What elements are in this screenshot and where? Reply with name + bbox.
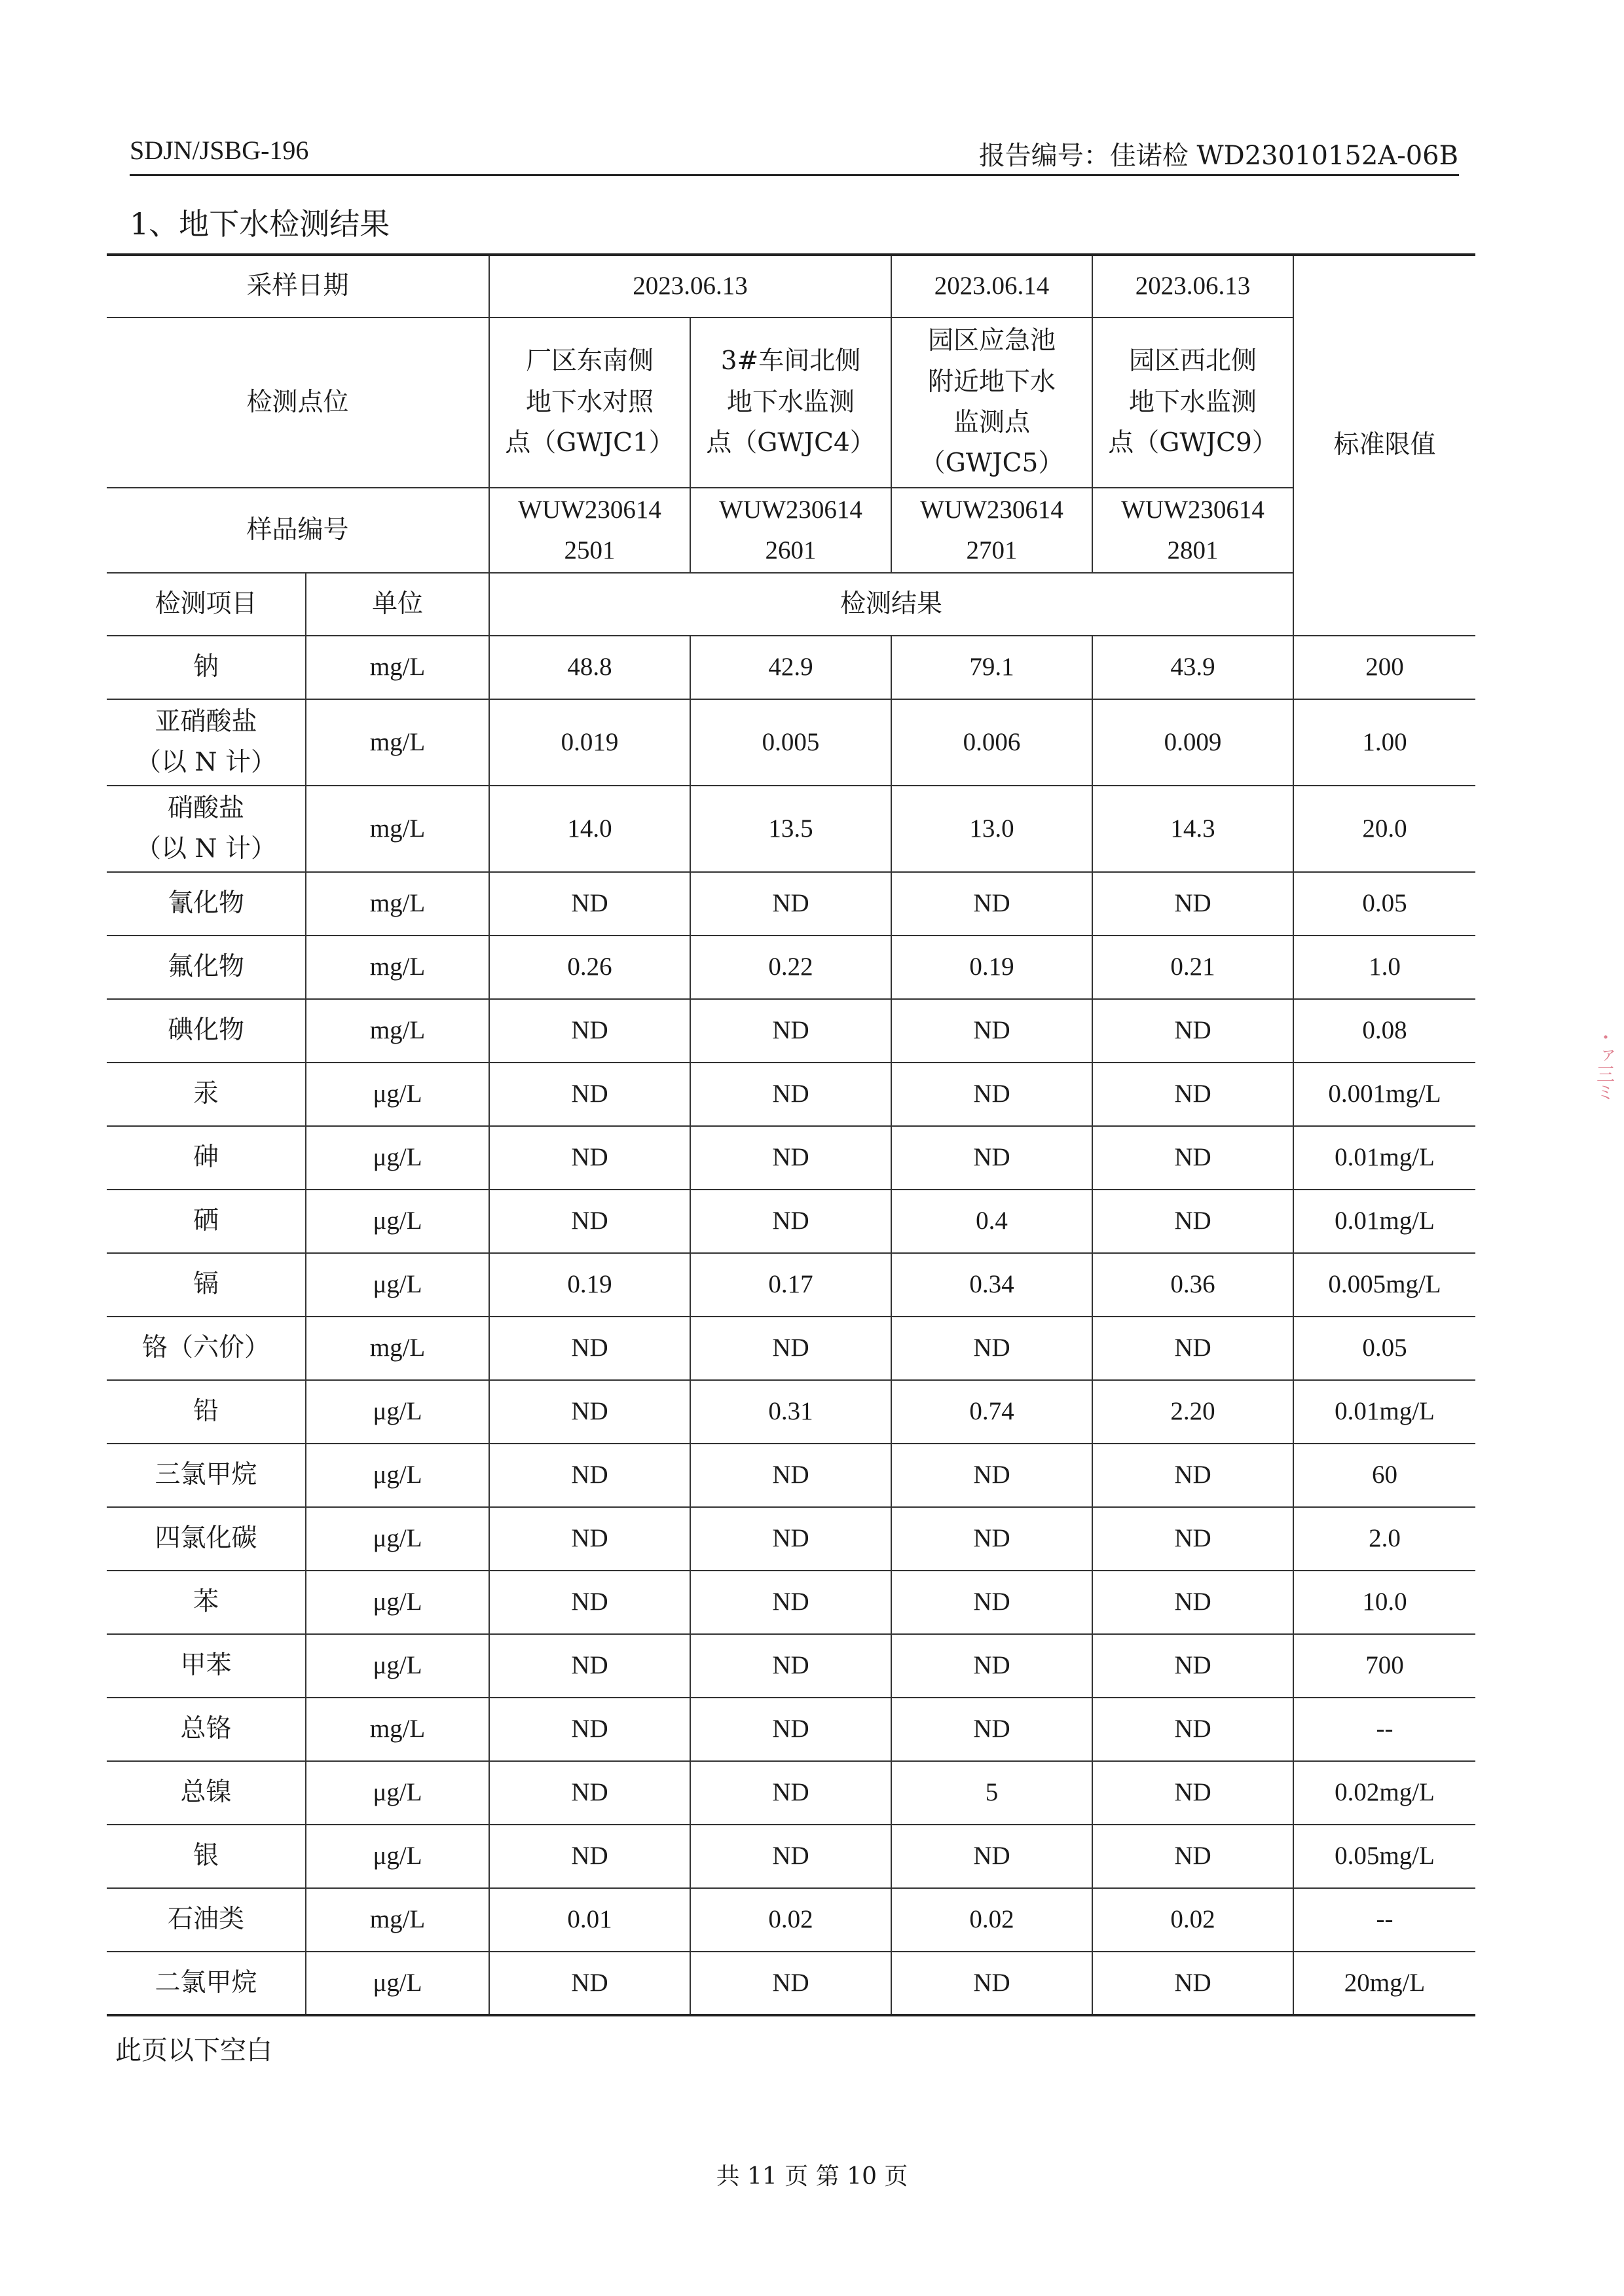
cell-line: （以 N 计） xyxy=(136,748,276,777)
unit-cell: μg/L xyxy=(306,1634,489,1698)
table-row xyxy=(107,1761,1475,1825)
result-cell: 14.3 xyxy=(1092,786,1293,872)
result-cell: ND xyxy=(891,1063,1092,1126)
result-cell: 13.0 xyxy=(891,786,1092,872)
result-cell: 79.1 xyxy=(891,636,1092,699)
item-cell xyxy=(107,1507,306,1571)
sampling-date-row xyxy=(107,255,1475,318)
item-cell xyxy=(107,1317,306,1380)
result-cell: 43.9 xyxy=(1092,636,1293,699)
cell-line: 点（GWJC9） xyxy=(1108,428,1278,458)
standard-limit-cell: 0.05 xyxy=(1293,872,1475,936)
cell-line: 氰化物 xyxy=(167,888,244,919)
unit-cell: μg/L xyxy=(306,1253,489,1317)
result-cell: ND xyxy=(489,1317,690,1380)
standard-limit-cell: 0.005mg/L xyxy=(1293,1253,1475,1317)
cell-line: 碘化物 xyxy=(167,1015,244,1046)
result-cell: 13.5 xyxy=(690,786,891,872)
unit-cell: μg/L xyxy=(306,1380,489,1444)
result-cell: 0.009 xyxy=(1092,699,1293,786)
result-cell: ND xyxy=(489,1190,690,1253)
unit-cell: mg/L xyxy=(306,1317,489,1380)
standard-limit-cell: -- xyxy=(1293,1698,1475,1761)
result-cell: ND xyxy=(489,1698,690,1761)
result-cell: 5 xyxy=(891,1761,1092,1825)
unit-cell: mg/L xyxy=(306,936,489,999)
cell-line: 2701 xyxy=(966,536,1018,564)
cell-line: 苯 xyxy=(193,1587,219,1617)
standard-limit-cell: 700 xyxy=(1293,1634,1475,1698)
cell-line: 点（GWJC4） xyxy=(706,428,876,458)
unit-cell: μg/L xyxy=(306,1952,489,2015)
result-header: 检测结果 xyxy=(489,573,1293,636)
result-cell: ND xyxy=(891,1698,1092,1761)
result-cell: ND xyxy=(489,1444,690,1507)
result-cell: 0.19 xyxy=(891,936,1092,999)
cell-line: 硝酸盐 xyxy=(167,793,244,823)
cell-line: 总铬 xyxy=(180,1714,232,1744)
result-cell: 0.26 xyxy=(489,936,690,999)
unit-cell: mg/L xyxy=(306,699,489,786)
cell-line: 地下水监测 xyxy=(727,387,855,417)
result-cell: 42.9 xyxy=(690,636,891,699)
cell-line: WUW230614 xyxy=(920,495,1063,524)
result-cell: 0.4 xyxy=(891,1190,1092,1253)
cell-line: WUW230614 xyxy=(719,495,862,524)
result-cell: 0.17 xyxy=(690,1253,891,1317)
cell-line: 铬（六价） xyxy=(141,1333,270,1363)
standard-limit-cell: 1.0 xyxy=(1293,936,1475,999)
result-cell: ND xyxy=(489,1380,690,1444)
result-cell: ND xyxy=(891,872,1092,936)
cell-line: 2801 xyxy=(1167,536,1219,564)
item-cell xyxy=(107,1380,306,1444)
result-cell: 0.02 xyxy=(1092,1888,1293,1952)
result-cell: ND xyxy=(891,999,1092,1063)
cell-line: （以 N 计） xyxy=(136,834,276,864)
standard-limit-cell: 0.05 xyxy=(1293,1317,1475,1380)
result-cell: ND xyxy=(489,999,690,1063)
result-cell: ND xyxy=(690,1126,891,1190)
table-row xyxy=(107,1825,1475,1888)
unit-cell: mg/L xyxy=(306,636,489,699)
result-cell: ND xyxy=(1092,1444,1293,1507)
table-row xyxy=(107,786,1475,872)
sampling-date-label: 采样日期 xyxy=(107,255,489,318)
item-cell xyxy=(107,1126,306,1190)
result-cell: 0.21 xyxy=(1092,936,1293,999)
result-cell: ND xyxy=(489,1761,690,1825)
unit-cell: μg/L xyxy=(306,1444,489,1507)
unit-cell: μg/L xyxy=(306,1571,489,1634)
sample-number-row xyxy=(107,488,1475,573)
result-cell: ND xyxy=(489,1126,690,1190)
cell-line: 园区应急池 xyxy=(928,326,1056,356)
cell-line: 附近地下水 xyxy=(928,367,1056,397)
item-cell xyxy=(107,1698,306,1761)
table-row xyxy=(107,1380,1475,1444)
unit-cell: μg/L xyxy=(306,1063,489,1126)
unit-cell: mg/L xyxy=(306,872,489,936)
result-cell: 14.0 xyxy=(489,786,690,872)
item-cell xyxy=(107,1063,306,1126)
cell-line: WUW230614 xyxy=(1121,495,1264,524)
location-cell xyxy=(489,318,690,488)
cell-line: 3#车间北侧 xyxy=(720,346,861,376)
standard-limit-cell: 0.02mg/L xyxy=(1293,1761,1475,1825)
page-footer: 共 11 页 第 10 页 xyxy=(716,2163,908,2190)
item-cell xyxy=(107,1190,306,1253)
item-cell xyxy=(107,636,306,699)
result-cell: ND xyxy=(690,999,891,1063)
result-cell: ND xyxy=(690,1634,891,1698)
result-cell: 0.005 xyxy=(690,699,891,786)
table-row xyxy=(107,1190,1475,1253)
cell-line: 监测点 xyxy=(953,408,1031,437)
result-cell: ND xyxy=(690,1761,891,1825)
item-cell xyxy=(107,699,306,786)
result-cell: ND xyxy=(891,1317,1092,1380)
table-row xyxy=(107,936,1475,999)
result-cell: ND xyxy=(1092,1507,1293,1571)
sampling-date-cell: 2023.06.13 xyxy=(1092,255,1293,318)
cell-line: 镉 xyxy=(193,1269,219,1300)
table-row xyxy=(107,1444,1475,1507)
result-cell: ND xyxy=(1092,1126,1293,1190)
result-cell: ND xyxy=(690,1190,891,1253)
cell-line: 铅 xyxy=(193,1396,219,1427)
result-cell: ND xyxy=(489,1507,690,1571)
table-row xyxy=(107,1952,1475,2015)
section-title: 1、地下水检测结果 xyxy=(130,206,390,242)
standard-limit-cell: 0.001mg/L xyxy=(1293,1063,1475,1126)
cell-line: 园区西北侧 xyxy=(1129,346,1257,376)
unit-cell: mg/L xyxy=(306,1698,489,1761)
standard-limit-cell: 60 xyxy=(1293,1444,1475,1507)
item-header: 检测项目 xyxy=(107,573,306,636)
unit-cell: mg/L xyxy=(306,786,489,872)
result-cell: 0.36 xyxy=(1092,1253,1293,1317)
result-cell: ND xyxy=(1092,1634,1293,1698)
result-cell: ND xyxy=(489,1952,690,2015)
result-cell: ND xyxy=(690,1063,891,1126)
table-row xyxy=(107,999,1475,1063)
standard-limit-header: 标准限值 xyxy=(1293,255,1475,636)
table-row xyxy=(107,1253,1475,1317)
unit-cell: μg/L xyxy=(306,1507,489,1571)
sample-number-cell xyxy=(891,488,1092,573)
cell-line: 汞 xyxy=(193,1079,219,1109)
item-cell xyxy=(107,1888,306,1952)
cell-line: 砷 xyxy=(193,1142,219,1173)
cell-line: 硒 xyxy=(193,1206,219,1236)
standard-limit-cell: 0.08 xyxy=(1293,999,1475,1063)
cell-line: 2601 xyxy=(765,536,817,564)
unit-cell: mg/L xyxy=(306,1888,489,1952)
standard-limit-cell: 20.0 xyxy=(1293,786,1475,872)
column-header-row xyxy=(107,573,1475,636)
result-cell: 0.019 xyxy=(489,699,690,786)
standard-limit-cell: -- xyxy=(1293,1888,1475,1952)
result-cell: ND xyxy=(489,1634,690,1698)
result-cell: 2.20 xyxy=(1092,1380,1293,1444)
result-cell: 0.22 xyxy=(690,936,891,999)
location-row xyxy=(107,318,1475,488)
unit-cell: mg/L xyxy=(306,999,489,1063)
unit-cell: μg/L xyxy=(306,1126,489,1190)
sample-number-label: 样品编号 xyxy=(107,488,489,573)
result-cell: ND xyxy=(489,1063,690,1126)
table-row xyxy=(107,1571,1475,1634)
document-code: SDJN/JSBG-196 xyxy=(130,136,309,165)
item-cell xyxy=(107,1571,306,1634)
location-cell xyxy=(690,318,891,488)
result-cell: ND xyxy=(1092,999,1293,1063)
result-cell: 0.02 xyxy=(891,1888,1092,1952)
result-cell: ND xyxy=(489,1825,690,1888)
standard-limit-cell: 0.01mg/L xyxy=(1293,1380,1475,1444)
result-cell: ND xyxy=(891,1634,1092,1698)
cell-line: 点（GWJC1） xyxy=(505,428,674,458)
item-cell xyxy=(107,1825,306,1888)
standard-limit-cell: 0.01mg/L xyxy=(1293,1126,1475,1190)
item-cell xyxy=(107,1634,306,1698)
cell-line: 二氯甲烷 xyxy=(155,1967,257,1997)
table-row xyxy=(107,872,1475,936)
cell-line: （GWJC5） xyxy=(919,448,1064,479)
standard-limit-cell: 20mg/L xyxy=(1293,1952,1475,2015)
item-cell xyxy=(107,1444,306,1507)
item-cell xyxy=(107,1952,306,2015)
result-cell: ND xyxy=(891,1825,1092,1888)
cell-line: 地下水监测 xyxy=(1129,387,1257,417)
blank-below-note: 此页以下空白 xyxy=(115,2035,272,2066)
result-cell: ND xyxy=(1092,1317,1293,1380)
result-cell: ND xyxy=(690,1444,891,1507)
cell-line: 2501 xyxy=(564,536,616,564)
standard-limit-cell: 10.0 xyxy=(1293,1571,1475,1634)
header-divider xyxy=(130,174,1459,176)
result-cell: ND xyxy=(1092,1761,1293,1825)
result-cell: ND xyxy=(690,1952,891,2015)
result-cell: ND xyxy=(690,1317,891,1380)
cell-line: 四氯化碳 xyxy=(155,1523,257,1554)
unit-header: 单位 xyxy=(306,573,489,636)
sampling-date-cell: 2023.06.13 xyxy=(489,255,891,318)
item-cell xyxy=(107,1253,306,1317)
cell-line: WUW230614 xyxy=(518,495,661,524)
result-cell: ND xyxy=(489,872,690,936)
result-cell: ND xyxy=(690,1571,891,1634)
cell-line: 总镍 xyxy=(180,1777,232,1808)
item-cell xyxy=(107,1761,306,1825)
table-row xyxy=(107,1063,1475,1126)
results-table xyxy=(107,253,1475,2016)
cell-line: 厂区东南侧 xyxy=(526,346,654,376)
result-cell: 48.8 xyxy=(489,636,690,699)
location-cell xyxy=(891,318,1092,488)
cell-line: 亚硝酸盐 xyxy=(155,706,257,737)
result-cell: 0.31 xyxy=(690,1380,891,1444)
item-cell xyxy=(107,999,306,1063)
result-cell: ND xyxy=(1092,1063,1293,1126)
sample-number-cell xyxy=(1092,488,1293,573)
cell-line: 地下水对照 xyxy=(526,387,654,417)
result-cell: ND xyxy=(891,1952,1092,2015)
result-cell: ND xyxy=(489,1571,690,1634)
table-row xyxy=(107,1126,1475,1190)
item-cell xyxy=(107,872,306,936)
cell-line: 钠 xyxy=(193,652,219,682)
result-cell: ND xyxy=(690,1507,891,1571)
result-cell: ND xyxy=(1092,1698,1293,1761)
location-label: 检测点位 xyxy=(107,318,489,488)
standard-limit-cell: 1.00 xyxy=(1293,699,1475,786)
item-cell xyxy=(107,786,306,872)
table-row xyxy=(107,636,1475,699)
result-cell: 0.34 xyxy=(891,1253,1092,1317)
result-cell: ND xyxy=(891,1126,1092,1190)
result-cell: ND xyxy=(690,872,891,936)
result-cell: ND xyxy=(1092,1825,1293,1888)
cell-line: 甲苯 xyxy=(180,1650,232,1681)
table-row xyxy=(107,1507,1475,1571)
standard-limit-cell: 0.05mg/L xyxy=(1293,1825,1475,1888)
table-row xyxy=(107,1888,1475,1952)
sample-number-cell xyxy=(690,488,891,573)
result-cell: ND xyxy=(690,1698,891,1761)
unit-cell: μg/L xyxy=(306,1190,489,1253)
standard-limit-cell: 200 xyxy=(1293,636,1475,699)
cell-line: 三氯甲烷 xyxy=(155,1460,257,1490)
result-cell: 0.19 xyxy=(489,1253,690,1317)
sample-number-cell xyxy=(489,488,690,573)
result-cell: 0.74 xyxy=(891,1380,1092,1444)
unit-cell: μg/L xyxy=(306,1825,489,1888)
result-cell: 0.01 xyxy=(489,1888,690,1952)
result-cell: ND xyxy=(1092,1190,1293,1253)
cell-line: 氟化物 xyxy=(167,952,244,982)
result-cell: ND xyxy=(1092,1571,1293,1634)
report-number: 报告编号：佳诺检 WD23010152A-06B xyxy=(978,141,1458,171)
location-cell xyxy=(1092,318,1293,488)
table-row xyxy=(107,1698,1475,1761)
unit-cell: μg/L xyxy=(306,1761,489,1825)
result-cell: ND xyxy=(690,1825,891,1888)
sampling-date-cell: 2023.06.14 xyxy=(891,255,1092,318)
cell-line: 银 xyxy=(193,1841,219,1871)
standard-limit-cell: 2.0 xyxy=(1293,1507,1475,1571)
table-row xyxy=(107,1317,1475,1380)
table-row xyxy=(107,1634,1475,1698)
item-cell xyxy=(107,936,306,999)
result-cell: ND xyxy=(891,1507,1092,1571)
seal-margin-mark: ・ァ三ミ xyxy=(1594,1028,1615,1101)
result-cell: ND xyxy=(891,1571,1092,1634)
result-cell: 0.02 xyxy=(690,1888,891,1952)
result-cell: ND xyxy=(1092,1952,1293,2015)
cell-line: 石油类 xyxy=(167,1904,244,1935)
result-cell: ND xyxy=(1092,872,1293,936)
result-cell: 0.006 xyxy=(891,699,1092,786)
standard-limit-cell: 0.01mg/L xyxy=(1293,1190,1475,1253)
table-row xyxy=(107,699,1475,786)
result-cell: ND xyxy=(891,1444,1092,1507)
